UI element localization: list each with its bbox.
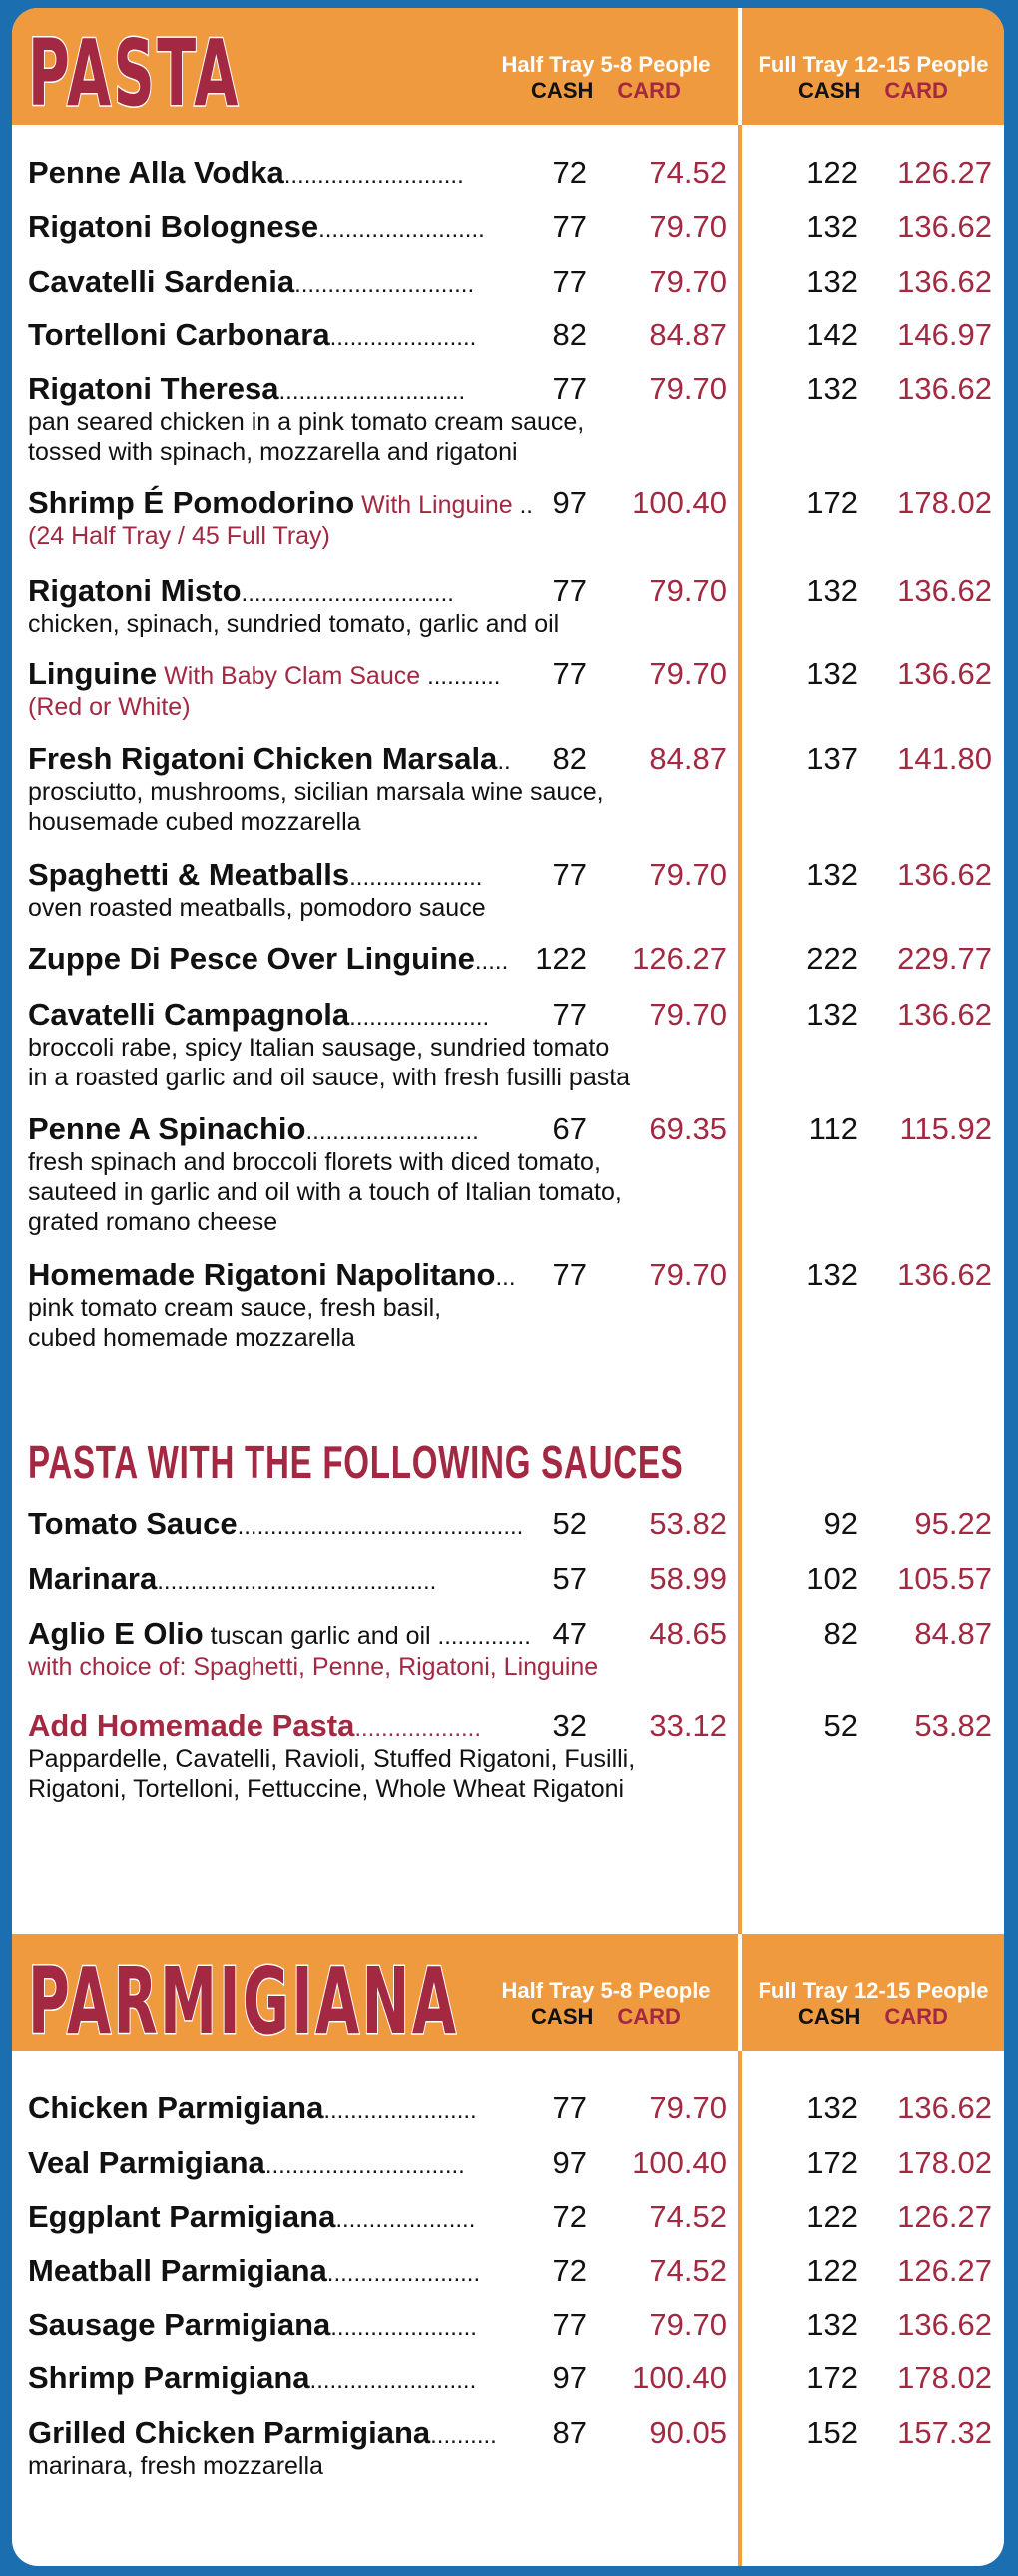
item-name — [28, 855, 482, 898]
dot-leader: ...................... — [330, 2314, 477, 2341]
item-name — [28, 1614, 531, 1657]
full-cash-price: 132 — [806, 210, 858, 244]
menu-item — [28, 2305, 1004, 2345]
full-card-price: 126.27 — [897, 2199, 992, 2234]
full-card-price: 136.62 — [897, 264, 992, 299]
item-name-text: Spaghetti & Meatballs — [28, 857, 350, 892]
item-description: (24 Half Tray / 45 Full Tray) — [28, 522, 330, 550]
full-card-price: 136.62 — [897, 656, 992, 691]
half-card-price: 100.40 — [632, 485, 727, 520]
full-card-price: 178.02 — [897, 485, 992, 520]
item-note: tuscan garlic and oil — [203, 1622, 438, 1650]
cash-label: CASH — [798, 2004, 861, 2029]
full-cash-price: 52 — [823, 1708, 858, 1743]
pasta-header — [12, 8, 1004, 125]
half-cash-price: 67 — [552, 1111, 587, 1146]
dot-leader: ...................... — [329, 324, 477, 351]
full-cash-price: 132 — [806, 656, 858, 691]
half-cash-price: 77 — [552, 371, 587, 406]
full-card-price: 84.87 — [914, 1616, 992, 1651]
item-description: broccoli rabe, spicy Italian sausage, sundried tomato in a roasted garlic and oil sauce, with fresh fusilli pasta — [28, 1034, 631, 1091]
half-cash-price: 52 — [552, 1506, 587, 1541]
menu-item — [28, 1559, 1004, 1599]
menu-item-row — [28, 369, 1004, 409]
card-label: CARD — [884, 78, 948, 103]
item-name-text: Sausage Parmigiana — [28, 2307, 331, 2342]
item-name-text: Cavatelli Campagnola — [28, 997, 350, 1032]
full-cash-price: 92 — [823, 1506, 858, 1541]
cash-label: CASH — [531, 78, 594, 103]
card-label: CARD — [617, 78, 681, 103]
half-tray-header — [491, 1978, 721, 2030]
item-description: oven roasted meatballs, pomodoro sauce — [28, 894, 486, 922]
dot-leader: .. — [497, 748, 511, 775]
menu-item-row — [28, 1504, 1004, 1544]
full-cash-price: 122 — [806, 155, 858, 190]
full-tray-label: Full Tray 12-15 People — [758, 52, 989, 77]
item-name — [28, 2088, 477, 2131]
full-card-price: 146.97 — [897, 317, 992, 352]
item-name-text: Grilled Chicken Parmigiana — [28, 2415, 431, 2450]
item-description: chicken, spinach, sundried tomato, garlic and oil — [28, 610, 560, 638]
menu-item — [28, 2251, 1004, 2291]
item-name — [28, 208, 485, 250]
header-divider — [738, 1934, 742, 2051]
cash-label: CASH — [798, 78, 861, 103]
half-tray-header — [491, 52, 721, 104]
full-card-price: 136.62 — [897, 1257, 992, 1292]
menu-item — [28, 1504, 1004, 1544]
menu-item — [28, 654, 1004, 722]
dot-leader: ... — [495, 1264, 516, 1291]
menu-item — [28, 1706, 1004, 1804]
menu-item — [28, 153, 1004, 193]
half-cash-price: 77 — [552, 2090, 587, 2125]
item-name — [28, 1559, 436, 1602]
menu-item — [28, 369, 1004, 467]
full-card-price: 229.77 — [897, 941, 992, 976]
full-tray-subheads — [749, 78, 998, 104]
item-name — [28, 483, 533, 526]
half-card-price: 74.52 — [649, 2253, 727, 2288]
menu-item-row — [28, 2413, 1004, 2453]
dot-leader: .......... — [430, 2422, 497, 2449]
dot-leader: ..... — [474, 948, 509, 975]
item-description: marinara, fresh mozzarella — [28, 2452, 323, 2480]
menu-item-row — [28, 315, 1004, 355]
menu-item — [28, 739, 1004, 837]
half-card-price: 79.70 — [649, 210, 727, 244]
half-card-price: 79.70 — [649, 2307, 727, 2342]
menu-item-row — [28, 2305, 1004, 2345]
item-description: Pappardelle, Cavatelli, Ravioli, Stuffed Rigatoni, Fusilli, Rigatoni, Tortelloni, Fettuccine, Whole Wheat Rigatoni — [28, 1745, 636, 1803]
full-card-price: 157.32 — [897, 2415, 992, 2450]
half-cash-price: 122 — [535, 941, 587, 976]
item-name — [28, 369, 465, 412]
dot-leader: ............................ — [278, 378, 466, 405]
full-tray-label: Full Tray 12-15 People — [758, 1978, 989, 2003]
half-cash-price: 72 — [552, 2253, 587, 2288]
half-cash-price: 82 — [552, 741, 587, 776]
item-name — [28, 2251, 480, 2294]
dot-leader: ........................... — [283, 162, 464, 189]
item-name — [28, 1706, 481, 1749]
half-tray-subheads — [491, 2004, 721, 2030]
full-card-price: 136.62 — [897, 210, 992, 244]
menu-item-row — [28, 1109, 1004, 1149]
full-card-price: 126.27 — [897, 2253, 992, 2288]
dot-leader: .................... — [349, 864, 483, 891]
full-card-price: 141.80 — [897, 741, 992, 776]
half-cash-price: 47 — [552, 1616, 587, 1651]
dot-leader: ......................... — [309, 2367, 477, 2394]
menu-item — [28, 2413, 1004, 2481]
full-cash-price: 137 — [806, 741, 858, 776]
dot-leader: ................................ — [241, 580, 454, 607]
menu-item-row — [28, 939, 1004, 979]
item-name-text: Tomato Sauce — [28, 1506, 238, 1541]
item-name — [28, 2143, 465, 2186]
menu-item-row — [28, 654, 1004, 694]
item-name — [28, 315, 476, 358]
item-name-text: Zuppe Di Pesce Over Linguine — [28, 941, 475, 976]
full-cash-price: 132 — [806, 2090, 858, 2125]
item-name — [28, 571, 454, 614]
item-description: (Red or White) — [28, 693, 191, 721]
full-card-price: 136.62 — [897, 2090, 992, 2125]
menu-item — [28, 483, 1004, 551]
half-cash-price: 77 — [552, 1257, 587, 1292]
full-card-price: 136.62 — [897, 997, 992, 1032]
half-card-price: 79.70 — [649, 857, 727, 892]
half-cash-price: 77 — [552, 573, 587, 608]
half-tray-subheads — [491, 78, 721, 104]
menu-item — [28, 571, 1004, 639]
full-card-price: 136.62 — [897, 857, 992, 892]
menu-item-row — [28, 571, 1004, 611]
full-cash-price: 132 — [806, 2307, 858, 2342]
menu-item — [28, 262, 1004, 302]
dot-leader: ..................... — [349, 1004, 490, 1031]
half-cash-price: 97 — [552, 2145, 587, 2180]
half-cash-price: 77 — [552, 997, 587, 1032]
menu-item — [28, 2088, 1004, 2128]
half-cash-price: 72 — [552, 2199, 587, 2234]
menu-item-row — [28, 995, 1004, 1035]
half-tray-label: Half Tray 5-8 People — [501, 1978, 711, 2003]
parm-header — [12, 1934, 1004, 2055]
half-card-price: 90.05 — [649, 2415, 727, 2450]
full-cash-price: 172 — [806, 2361, 858, 2395]
full-tray-header — [749, 52, 998, 104]
half-card-price: 74.52 — [649, 2199, 727, 2234]
dot-leader: ................... — [354, 1715, 482, 1742]
item-name — [28, 2413, 497, 2456]
dot-leader: .......................................... — [157, 1568, 437, 1595]
dot-leader: .............................. — [264, 2152, 465, 2179]
half-card-price: 79.70 — [649, 1257, 727, 1292]
half-cash-price: 77 — [552, 2307, 587, 2342]
full-card-price: 105.57 — [897, 1561, 992, 1596]
half-cash-price: 57 — [552, 1561, 587, 1596]
menu-item-row — [28, 1559, 1004, 1599]
full-tray-subheads — [749, 2004, 998, 2030]
dot-leader: ........................... — [294, 271, 475, 298]
dot-leader: ........................................... — [237, 1513, 524, 1540]
item-name-text: Cavatelli Sardenia — [28, 264, 295, 299]
item-name-text: Penne Alla Vodka — [28, 155, 284, 190]
half-cash-price: 97 — [552, 485, 587, 520]
cash-label: CASH — [531, 2004, 594, 2029]
menu-item — [28, 2197, 1004, 2237]
menu-item-row — [28, 262, 1004, 302]
full-cash-price: 172 — [806, 2145, 858, 2180]
menu-item — [28, 1109, 1004, 1237]
menu-item-row — [28, 153, 1004, 193]
full-card-price: 178.02 — [897, 2145, 992, 2180]
half-cash-price: 77 — [552, 857, 587, 892]
item-description: fresh spinach and broccoli florets with diced tomato, sauteed in garlic and oil with a touch of Italian tomato, grated romano cheese — [28, 1148, 622, 1236]
item-description: prosciutto, mushrooms, sicilian marsala wine sauce, housemade cubed mozzarella — [28, 778, 604, 836]
full-tray-header — [749, 1978, 998, 2030]
menu-item-row — [28, 2359, 1004, 2398]
half-tray-label: Half Tray 5-8 People — [501, 52, 711, 77]
full-cash-price: 112 — [808, 1111, 858, 1146]
menu-item-row — [28, 2088, 1004, 2128]
menu-item-row — [28, 2197, 1004, 2237]
menu-item-row — [28, 2251, 1004, 2291]
header-divider — [738, 8, 742, 125]
dot-leader: ......................... — [318, 216, 485, 243]
dot-leader: ........... — [427, 663, 501, 690]
dot-leader: .. — [519, 492, 533, 519]
item-name-text: Veal Parmigiana — [28, 2145, 265, 2180]
item-name-text: Add Homemade Pasta — [28, 1708, 355, 1743]
item-name — [28, 739, 511, 782]
sauces-title: PASTA WITH THE FOLLOWING SAUCES — [28, 1436, 684, 1488]
full-cash-price: 222 — [806, 941, 858, 976]
pasta-title: PASTA — [28, 20, 241, 127]
half-card-price: 33.12 — [649, 1708, 727, 1743]
item-name-text: Eggplant Parmigiana — [28, 2199, 336, 2234]
item-description: pan seared chicken in a pink tomato cream sauce, tossed with spinach, mozzarella and rigatoni — [28, 408, 585, 466]
menu-item — [28, 208, 1004, 247]
item-name — [28, 1109, 479, 1152]
full-cash-price: 132 — [806, 573, 858, 608]
half-card-price: 79.70 — [649, 573, 727, 608]
half-cash-price: 77 — [552, 656, 587, 691]
full-cash-price: 132 — [806, 371, 858, 406]
item-name — [28, 1255, 516, 1298]
half-card-price: 100.40 — [632, 2145, 727, 2180]
full-card-price: 136.62 — [897, 371, 992, 406]
half-card-price: 69.35 — [649, 1111, 727, 1146]
full-cash-price: 142 — [806, 317, 858, 352]
item-name-text: Shrimp Parmigiana — [28, 2361, 310, 2395]
half-card-price: 58.99 — [649, 1561, 727, 1596]
item-name — [28, 1504, 523, 1547]
item-name — [28, 153, 464, 196]
dot-leader: .......................... — [305, 1118, 479, 1145]
item-name-text: Linguine — [28, 656, 158, 691]
half-card-price: 84.87 — [649, 317, 727, 352]
item-name — [28, 2197, 475, 2240]
full-card-price: 115.92 — [899, 1111, 992, 1146]
half-card-price: 84.87 — [649, 741, 727, 776]
dot-leader: .............. — [437, 1623, 531, 1650]
half-cash-price: 77 — [552, 264, 587, 299]
half-card-price: 100.40 — [632, 2361, 727, 2395]
item-name-text: Rigatoni Theresa — [28, 371, 279, 406]
item-name — [28, 654, 500, 697]
half-card-price: 79.70 — [649, 371, 727, 406]
item-description: with choice of: Spaghetti, Penne, Rigatoni, Linguine — [28, 1653, 599, 1681]
parm-title: PARMIGIANA — [28, 1948, 459, 2055]
item-name — [28, 262, 474, 305]
menu-item — [28, 995, 1004, 1092]
item-name — [28, 2305, 477, 2348]
full-cash-price: 132 — [806, 857, 858, 892]
item-name-text: Shrimp É Pomodorino — [28, 485, 355, 520]
half-card-price: 79.70 — [649, 264, 727, 299]
item-name — [28, 939, 508, 982]
full-card-price: 136.62 — [897, 2307, 992, 2342]
item-name-text: Aglio E Olio — [28, 1616, 204, 1651]
half-card-price: 48.65 — [649, 1616, 727, 1651]
item-name — [28, 2359, 476, 2401]
item-note: With Linguine — [354, 491, 520, 519]
card-label: CARD — [884, 2004, 948, 2029]
full-card-price: 95.22 — [914, 1506, 992, 1541]
dot-leader: ..................... — [335, 2206, 476, 2233]
item-name-text: Rigatoni Misto — [28, 573, 242, 608]
menu-item-row — [28, 1255, 1004, 1295]
half-cash-price: 82 — [552, 317, 587, 352]
item-name-text: Tortelloni Carbonara — [28, 317, 330, 352]
menu-item — [28, 1614, 1004, 1682]
full-cash-price: 82 — [823, 1616, 858, 1651]
item-note: With Baby Clam Sauce — [157, 662, 428, 690]
half-cash-price: 77 — [552, 210, 587, 244]
item-name-text: Chicken Parmigiana — [28, 2090, 324, 2125]
item-name-text: Marinara — [28, 1561, 158, 1596]
half-card-price: 79.70 — [649, 656, 727, 691]
menu-item-row — [28, 1706, 1004, 1746]
item-name-text: Penne A Spinachio — [28, 1111, 306, 1146]
menu-item-row — [28, 1614, 1004, 1654]
menu-item-row — [28, 208, 1004, 247]
half-card-price: 79.70 — [649, 997, 727, 1032]
item-name-text: Fresh Rigatoni Chicken Marsala — [28, 741, 498, 776]
full-cash-price: 172 — [806, 485, 858, 520]
menu-item — [28, 2359, 1004, 2398]
item-name — [28, 995, 489, 1038]
dot-leader: ....................... — [326, 2260, 481, 2287]
full-card-price: 126.27 — [897, 155, 992, 190]
menu-item — [28, 315, 1004, 355]
half-cash-price: 32 — [552, 1708, 587, 1743]
menu-card — [12, 8, 1004, 2566]
card-label: CARD — [617, 2004, 681, 2029]
half-cash-price: 97 — [552, 2361, 587, 2395]
full-cash-price: 152 — [806, 2415, 858, 2450]
half-card-price: 79.70 — [649, 2090, 727, 2125]
menu-item — [28, 1255, 1004, 1353]
menu-item-row — [28, 855, 1004, 895]
half-card-price: 53.82 — [649, 1506, 727, 1541]
item-description: pink tomato cream sauce, fresh basil, cubed homemade mozzarella — [28, 1294, 442, 1352]
full-cash-price: 132 — [806, 997, 858, 1032]
full-card-price: 53.82 — [914, 1708, 992, 1743]
menu-item — [28, 2143, 1004, 2183]
half-card-price: 74.52 — [649, 155, 727, 190]
half-cash-price: 72 — [552, 155, 587, 190]
menu-item — [28, 939, 1004, 979]
half-cash-price: 87 — [552, 2415, 587, 2450]
full-card-price: 178.02 — [897, 2361, 992, 2395]
menu-item-row — [28, 2143, 1004, 2183]
menu-item — [28, 855, 1004, 923]
full-cash-price: 132 — [806, 1257, 858, 1292]
dot-leader: ....................... — [323, 2097, 477, 2124]
full-cash-price: 122 — [806, 2253, 858, 2288]
item-name-text: Meatball Parmigiana — [28, 2253, 327, 2288]
item-name-text: Rigatoni Bolognese — [28, 210, 319, 244]
half-card-price: 126.27 — [632, 941, 727, 976]
full-cash-price: 132 — [806, 264, 858, 299]
full-cash-price: 122 — [806, 2199, 858, 2234]
menu-item-row — [28, 739, 1004, 779]
full-card-price: 136.62 — [897, 573, 992, 608]
item-name-text: Homemade Rigatoni Napolitano — [28, 1257, 496, 1292]
menu-item-row — [28, 483, 1004, 523]
full-cash-price: 102 — [806, 1561, 858, 1596]
